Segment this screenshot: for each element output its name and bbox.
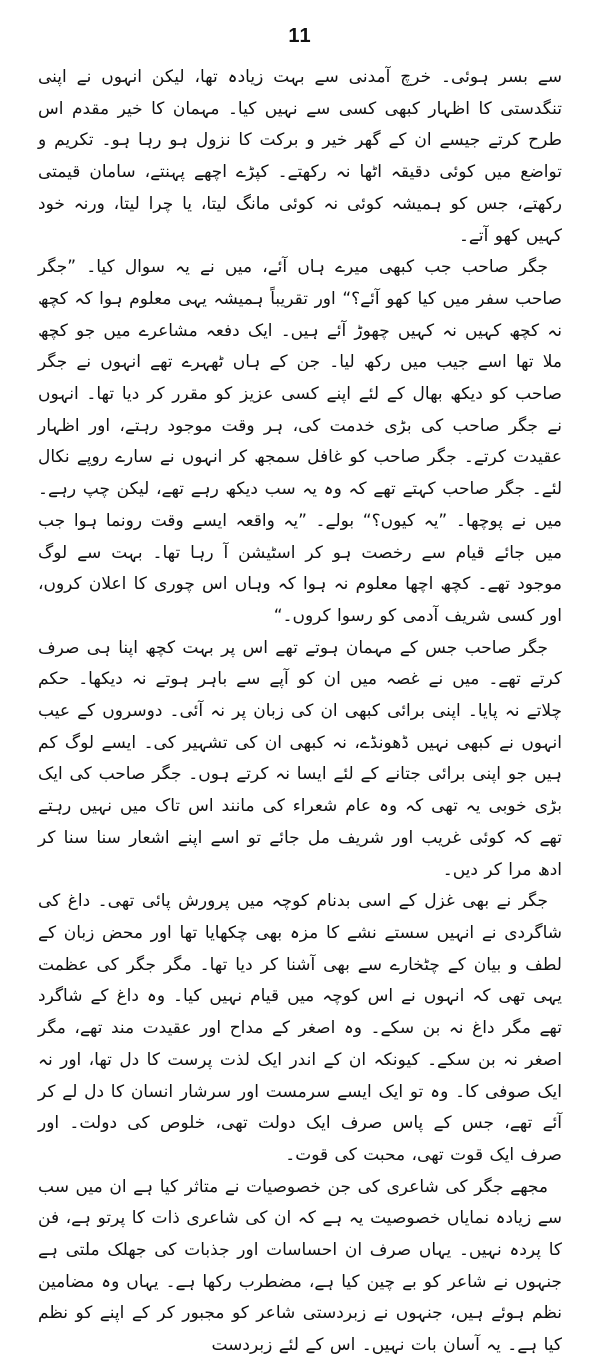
page-body: [38, 62, 562, 1362]
paragraph-2: جگر صاحب جب کبھی میرے ہاں آئے، میں نے یہ سوال کیا۔ ”جگر صاحب سفر میں کیا کھو آئے؟“ اور تقریباً ہمیشہ یہی معلوم ہوا کہ کچھ نہ کچھ کہیں نہ کہیں چھوڑ آئے ہیں۔ ایک دفعہ مشاعرے میں جو کچھ ملا تھا اسے جیب میں رکھ لیا۔ جن کے ہاں ٹھہرے تھے انہوں نے جگر صاحب کو دیکھ بھال کے لئے اپنے کسی عزیز کو مقرر کر دیا تھا۔ انہوں نے جگر صاحب کی بڑی خدمت کی، ہر وقت موجود رہتے، اور اظہار عقیدت کرتے۔ جگر صاحب کو غافل سمجھ کر انہوں نے سارے روپے نکال لئے۔ جگر صاحب کہتے تھے کہ وہ یہ سب دیکھ رہے تھے، لیکن چپ رہے۔ میں نے پوچھا۔ ”یہ کیوں؟“ بولے۔ ”یہ واقعہ ایسے وقت رونما ہوا جب میں جائے قیام سے رخصت ہو کر اسٹیشن آ رہا تھا۔ بہت سے لوگ موجود تھے۔ کچھ اچھا معلوم نہ ہوا کہ وہاں اس چوری کا اعلان کروں، اور کسی شریف آدمی کو رسوا کروں۔“: [38, 257, 563, 626]
paragraph-1: سے بسر ہوئی۔ خرچ آمدنی سے بہت زیادہ تھا، لیکن انہوں نے اپنی تنگدستی کا اظہار کبھی کسی سے نہیں کیا۔ مہمان کا خیر مقدم اس طرح کرتے جیسے ان کے گھر خیر و برکت کا نزول ہو رہا ہو۔ تکریم و تواضع میں کوئی دقیقہ اٹھا نہ رکھتے۔ کپڑے اچھے پہنتے، سامان قیمتی رکھتے، جس کو ہمیشہ کوئی نہ کوئی مانگ لیتا، یا چرا لیتا، ورنہ خود کہیں کھو آتے۔: [38, 67, 562, 246]
paragraph-4: جگر نے بھی غزل کے اسی بدنام کوچہ میں پرورش پائی تھی۔ داغ کی شاگردی نے انہیں سستے نشے کا مزہ بھی چکھایا تھا اور محض زبان کے لطف و بیان کے چٹخارے سے بھی آشنا کر دیا تھا۔ مگر جگر کی عظمت یہی تھی کہ انہوں نے اس کوچہ میں قیام نہیں کیا۔ وہ داغ کے شاگرد تھے مگر داغ نہ بن سکے۔ وہ اصغر کے مداح اور عقیدت مند تھے، مگر اصغر نہ بن سکے۔ کیونکہ ان کے اندر ایک لذت پرست کا دل تھا، اور نہ ایک صوفی کا۔ وہ تو ایک ایسے سرمست اور سرشار انسان کا دل لے کر آئے تھے، جس کے پاس صرف ایک دولت تھی، خلوص کی دولت۔ اور صرف ایک قوت تھی، محبت کی قوت۔: [38, 891, 562, 1165]
paragraph-5: مجھے جگر کی شاعری کی جن خصوصیات نے متاثر کیا ہے ان میں سب سے زیادہ نمایاں خصوصیت یہ ہے کہ ان کی شاعری ذات کا پرتو ہے، فن کا پردہ نہیں۔ یہاں صرف ان احساسات اور جذبات کی جھلک ملتی ہے جنہوں نے شاعر کو بے چین کیا ہے، مضطرب رکھا ہے۔ یہاں وہ مضامین نظم ہوئے ہیں، جنہوں نے زبردستی شاعر کو مجبور کر کے اپنے کو نظم کیا ہے۔ یہ آسان بات نہیں۔ اس کے لئے زبردست: [38, 1176, 562, 1356]
page-number: 11: [288, 25, 312, 47]
paragraph-3: جگر صاحب جس کے مہمان ہوتے تھے اس پر بہت کچھ اپنا ہی صرف کرتے تھے۔ میں نے غصہ میں ان کو آپے سے باہر ہوتے نہ دیکھا۔ حکم چلاتے نہ پایا۔ اپنی برائی کبھی ان کی زبان پر نہ آئی۔ دوسروں کے عیب انہوں نے کبھی نہیں ڈھونڈے، نہ کبھی ان کی تشہیر کی۔ ایسے لوگ کم ہیں جو اپنی برائی جتانے کے لئے ایسا نہ کرتے ہوں۔ جگر صاحب کی ایک بڑی خوبی یہ تھی کہ وہ عام شعراء کی مانند اس تاک میں نہیں رہتے تھے کہ کوئی غریب اور شریف مل جائے تو اسے اپنے اشعار سنا سنا کر ادھ مرا کر دیں۔: [38, 637, 562, 880]
